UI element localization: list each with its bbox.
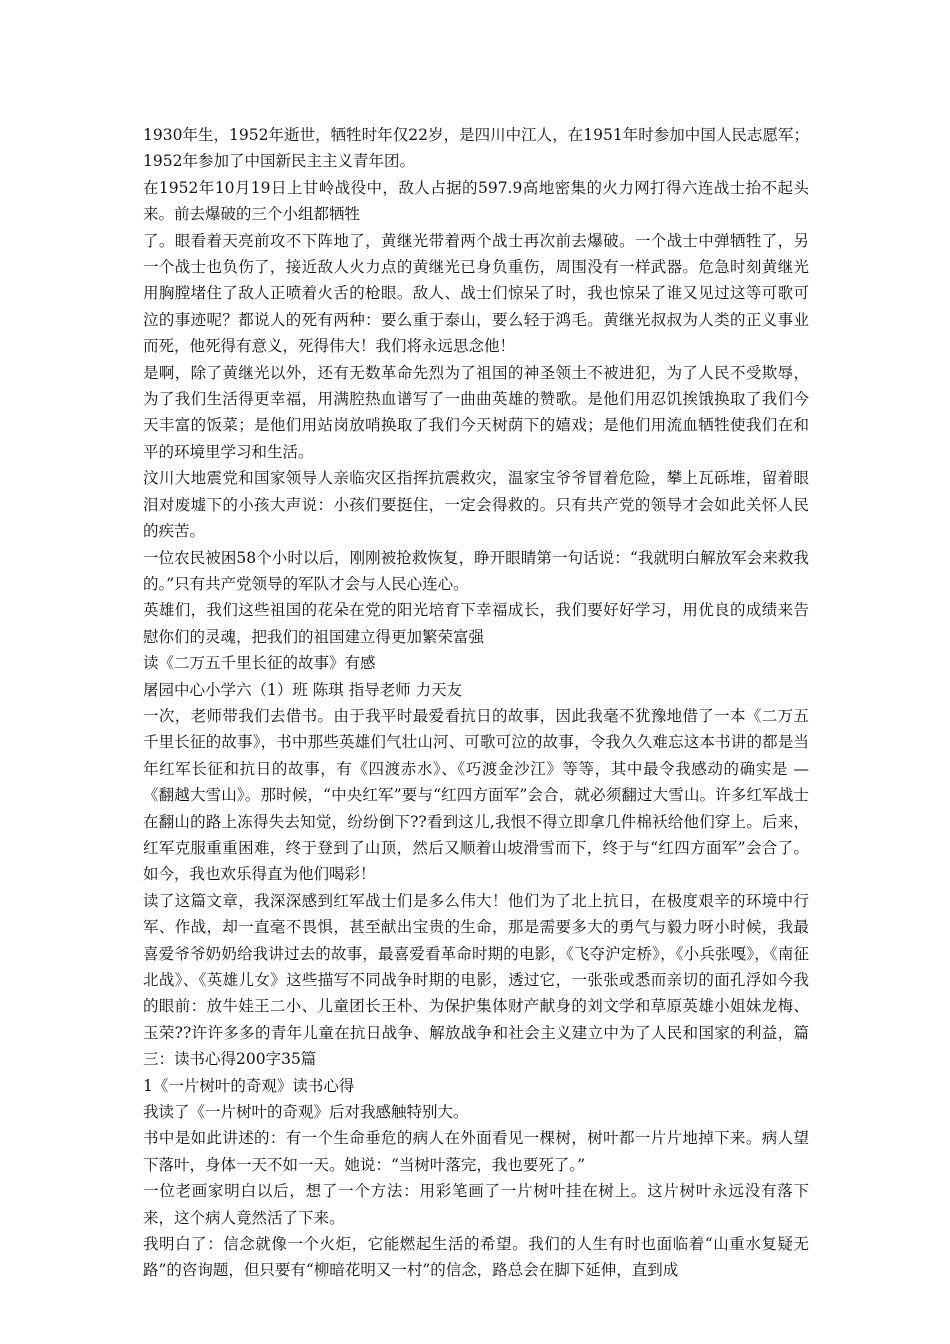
document-body	[143, 122, 809, 1284]
paragraph: 了。眼看着天亮前攻不下阵地了，黄继光带着两个战士再次前去爆破。一个战士中弹牺牲了，另一个战士也负伤了，接近敌人火力点的黄继光已身负重伤，周围没有一样武器。危急时刻黄继光用胸膛堵住了敌人正喷着火舌的枪眼。敌人、战士们惊呆了时，我也惊呆了谁又见过这等可歌可泣的事迹呢？都说人的死有两种：要么重于泰山，要么轻于鸿毛。黄继光叔叔为人类的正义事业而死，他死得有意义，死得伟大！我们将永远思念他！	[143, 231, 809, 356]
paragraph: 在1952年10月19日上甘岭战役中，敌人占据的597.9高地密集的火力网打得六连战士抬不起头来。前去爆破的三个小组都牺牲	[143, 178, 809, 224]
paragraph: 读了这篇文章，我深深感到红军战士们是多么伟大！他们为了北上抗日，在极度艰辛的环境中行军、作战，却一直毫不畏惧，甚至献出宝贵的生命，那是需要多大的勇气与毅力呀小时候，我最喜爱爷爷奶奶给我讲过去的故事，最喜爱看革命时期的电影，《飞夺沪定桥》，《小兵张嘎》，《南征北战》、《英雄儿女》这些描写不同战争时期的电影，透过它，一张张或悉而亲切的面孔浮如今我的眼前：放牛娃王二小、儿童团长王朴、为保护集体财产献身的刘文学和草原英雄小姐妹龙梅、玉荣??许许多多的青年儿童在抗日战争、解放战争和社会主义建立中为了人民和国家的利益，篇三：读书心得200字35篇	[143, 891, 809, 1069]
paragraph: 一位老画家明白以后，想了一个方法：用彩笔画了一片树叶挂在树上。这片树叶永远没有落下来，这个病人竟然活了下来。	[143, 1182, 809, 1227]
paragraph: 英雄们，我们这些祖国的花朵在党的阳光培育下幸福成长，我们要好好学习，用优良的成绩来告慰你们的灵魂，把我们的祖国建立得更加繁荣富强	[143, 601, 809, 646]
section-title: 1《一片树叶的奇观》读书心得	[143, 1076, 355, 1095]
paragraph: 是啊，除了黄继光以外，还有无数革命先烈为了祖国的神圣领土不被进犯，为了人民不受欺辱，为了我们生活得更幸福，用满腔热血谱写了一曲曲英雄的赞歌。是他们用忍饥挨饿换取了我们今天丰富的饭菜；是他们用站岗放哨换取了我们今天树荫下的嬉戏；是他们用流血牺牲使我们在和平的环境里学习和生活。	[143, 363, 809, 461]
paragraph: 我明白了：信念就像一个火炬，它能燃起生活的希望。我们的人生有时也面临着“山重水复疑无路”的咨询题，但只要有“柳暗花明又一村”的信念，路总会在脚下延伸，直到成	[143, 1235, 809, 1280]
section-title: 读《二万五千里长征的故事》有感	[143, 654, 376, 673]
paragraph: 一次，老师带我们去借书。由于我平时最爱看抗日的故事，因此我毫不犹豫地借了一本《二万五千里长征的故事》，书中那些英雄们气壮山河、可歌可泣的故事，令我久久难忘这本书讲的都是当年红军长征和抗日的故事，有《四渡赤水》、《巧渡金沙江》等等，其中最令我感动的确实是 —《翻越大雪山》。那时候，“中央红军”要与“红四方面军”会合，就必须翻过大雪山。许多红军战士在翻山的路上冻得失去知觉，纷纷倒下??看到这儿,我恨不得立即拿几件棉袄给他们穿上。后来，红军克服重重困难，终于登到了山顶，然后又顺着山坡滑雪而下，终于与“红四方面军”会合了。如今，我也欢乐得直为他们喝彩！	[143, 706, 809, 884]
paragraph: 汶川大地震党和国家领导人亲临灾区指挥抗震救灾，温家宝爷爷冒着危险，攀上瓦砾堆，留着眼泪对废墟下的小孩大声说：小孩们要挺住，一定会得救的。只有共产党的领导才会如此关怀人民的疾苦。	[143, 469, 809, 541]
paragraph: 我读了《一片树叶的奇观》后对我感触特别大。	[143, 1103, 469, 1122]
author-line: 屠园中心小学六（1）班 陈琪 指导老师 力天友	[143, 680, 463, 699]
paragraph: 1930年生，1952年逝世，牺牲时年仅22岁，是四川中江人，在1951年时参加中国人民志愿军；1952年参加了中国新民主主义青年团。	[143, 126, 809, 171]
paragraph: 书中是如此讲述的：有一个生命垂危的病人在外面看见一棵树，树叶都一片片地掉下来。病人望下落叶，身体一天不如一天。她说：“当树叶落完，我也要死了。”	[143, 1129, 809, 1174]
paragraph: 一位农民被困58个小时以后，刚刚被抢救恢复，睁开眼睛第一句话说：“我就明白解放军会来救我的。”只有共产党领导的军队才会与人民心连心。	[143, 548, 809, 593]
